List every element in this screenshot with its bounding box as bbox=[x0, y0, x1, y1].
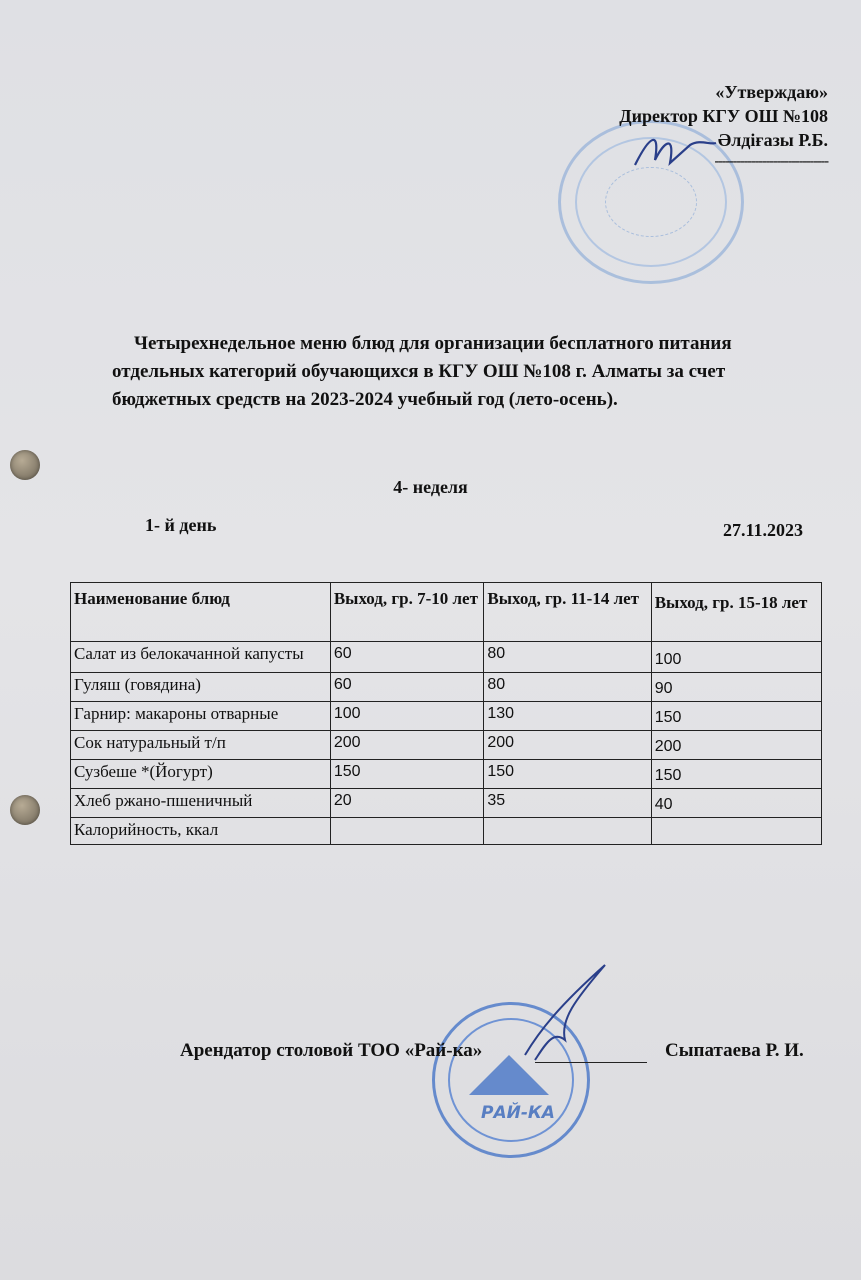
portion-11-14: 80 bbox=[484, 642, 651, 673]
portion-15-18 bbox=[651, 818, 821, 845]
tenant-signature bbox=[505, 960, 615, 1070]
director-name: Әлдіғазы Р.Б. bbox=[717, 130, 828, 150]
table-row bbox=[71, 642, 822, 673]
dish-name: Хлеб ржано-пшеничный bbox=[71, 789, 331, 818]
menu-table bbox=[70, 582, 822, 845]
portion-7-10: 200 bbox=[330, 731, 484, 760]
dish-name: Салат из белокачанной капусты bbox=[71, 642, 331, 673]
dish-name: Гарнир: макароны отварные bbox=[71, 702, 331, 731]
table-row bbox=[71, 731, 822, 760]
table-row bbox=[71, 760, 822, 789]
tenant-person-name: Сыпатаева Р. И. bbox=[665, 1040, 804, 1061]
portion-15-18: 200 bbox=[651, 731, 821, 760]
menu-date: 27.11.2023 bbox=[722, 520, 803, 540]
header-age-11-14-text: Выход, гр. 11-14 лет bbox=[487, 589, 640, 608]
table-row bbox=[71, 702, 822, 731]
portion-7-10 bbox=[330, 818, 484, 845]
portion-15-18: 40 bbox=[651, 789, 821, 818]
tenant-label: Арендатор столовой ТОО «Рай-ка» bbox=[180, 1040, 483, 1061]
portion-7-10: 100 bbox=[330, 702, 484, 731]
punch-hole-bottom bbox=[10, 795, 40, 825]
portion-15-18: 150 bbox=[651, 702, 821, 731]
portion-7-10: 60 bbox=[330, 642, 484, 673]
portion-7-10: 150 bbox=[330, 760, 484, 789]
signature-line: ------------------------------- bbox=[714, 154, 828, 169]
stamp-logo-text: РАЙ-КА bbox=[481, 1103, 555, 1123]
punch-hole-top bbox=[10, 450, 40, 480]
portion-7-10: 60 bbox=[330, 673, 484, 702]
header-age-7-10 bbox=[330, 583, 484, 642]
table-row bbox=[71, 789, 822, 818]
day-label: 1- й день bbox=[145, 515, 217, 535]
portion-11-14: 200 bbox=[484, 731, 651, 760]
portion-11-14: 80 bbox=[484, 673, 651, 702]
dish-name: Калорийность, ккал bbox=[71, 818, 331, 845]
table-row-calories bbox=[71, 818, 822, 845]
week-label: 4- неделя bbox=[393, 477, 468, 497]
document-title: Четырехнедельное меню блюд для организации бесплатного питания отдельных категорий обучающихся в КГУ ОШ №108 г. Алматы за счет бюджетных средств на 2023-2024 учебный год (лето-осень). bbox=[112, 333, 732, 410]
header-age-15-18 bbox=[651, 583, 821, 642]
director-position: Директор КГУ ОШ №108 bbox=[619, 106, 828, 126]
portion-11-14: 35 bbox=[484, 789, 651, 818]
dish-name: Сузбеше *(Йогурт) bbox=[71, 760, 331, 789]
portion-11-14: 130 bbox=[484, 702, 651, 731]
header-dish-name: Наименование блюд bbox=[71, 583, 331, 642]
dish-name: Сок натуральный т/п bbox=[71, 731, 331, 760]
header-age-7-10-text: Выход, гр. 7-10 лет bbox=[333, 589, 478, 608]
table-row bbox=[71, 673, 822, 702]
dish-name: Гуляш (говядина) bbox=[71, 673, 331, 702]
approval-block bbox=[619, 80, 828, 174]
header-age-11-14 bbox=[484, 583, 651, 642]
header-age-15-18-text: Выход, гр. 15-18 лет bbox=[654, 593, 808, 612]
portion-15-18: 90 bbox=[651, 673, 821, 702]
portion-15-18: 100 bbox=[651, 642, 821, 673]
table-header-row bbox=[71, 583, 822, 642]
portion-7-10: 20 bbox=[330, 789, 484, 818]
portion-15-18: 150 bbox=[651, 760, 821, 789]
portion-11-14 bbox=[484, 818, 651, 845]
portion-11-14: 150 bbox=[484, 760, 651, 789]
approval-heading: «Утверждаю» bbox=[715, 82, 828, 102]
